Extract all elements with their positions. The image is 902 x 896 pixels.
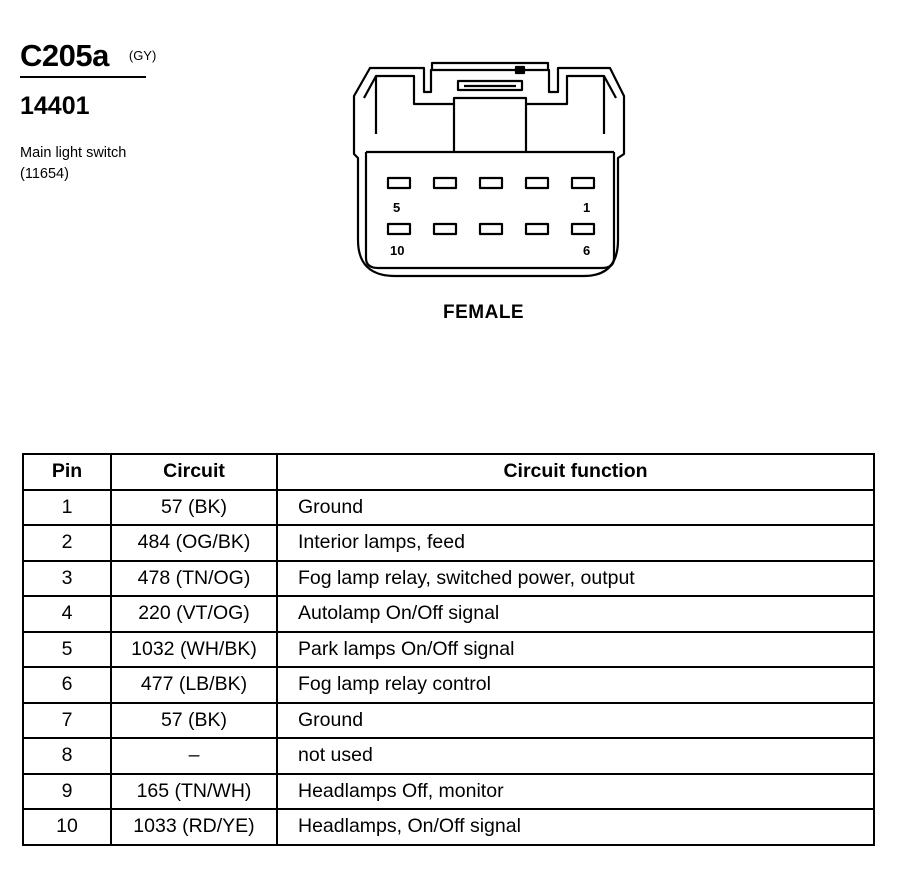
pin-cell: 2 [23, 525, 111, 561]
table-row [23, 809, 874, 845]
pin-cavity [572, 178, 594, 188]
header-pin: Pin [23, 454, 111, 490]
connector-gender: FEMALE [443, 302, 525, 323]
pin-cavity [434, 224, 456, 234]
latch-hole [516, 67, 524, 73]
circuit-cell: 57 (BK) [111, 703, 277, 739]
circuit-cell: 1033 (RD/YE) [111, 809, 277, 845]
pin-cell: 5 [23, 632, 111, 668]
table-row [23, 632, 874, 668]
table-row [23, 596, 874, 632]
connector-underline [20, 76, 146, 78]
connector-face-diagram [352, 58, 627, 288]
description-line: Main light switch [20, 145, 127, 161]
circuit-cell: 477 (LB/BK) [111, 667, 277, 703]
table-row [23, 490, 874, 526]
part-number: 14401 [20, 92, 90, 120]
pin-cavity [388, 224, 410, 234]
circuit-cell: 484 (OG/BK) [111, 525, 277, 561]
pin-cell: 7 [23, 703, 111, 739]
pin-cavity [526, 178, 548, 188]
pin-cell: 1 [23, 490, 111, 526]
table-row [23, 667, 874, 703]
table-row [23, 703, 874, 739]
latch [432, 63, 548, 90]
circuit-cell: 165 (TN/WH) [111, 774, 277, 810]
pin-cell: 8 [23, 738, 111, 774]
function-cell: Ground [277, 703, 874, 739]
pin-cell: 10 [23, 809, 111, 845]
pin-cell: 9 [23, 774, 111, 810]
description-code: (11654) [20, 166, 69, 182]
function-cell: Ground [277, 490, 874, 526]
pin-cavity [480, 224, 502, 234]
pin-label-6: 6 [583, 243, 591, 258]
function-cell: Autolamp On/Off signal [277, 596, 874, 632]
header-circuit: Circuit [111, 454, 277, 490]
pin-cell: 6 [23, 667, 111, 703]
pinout-table [22, 453, 875, 846]
function-cell: Headlamps Off, monitor [277, 774, 874, 810]
function-cell: not used [277, 738, 874, 774]
circuit-cell: 1032 (WH/BK) [111, 632, 277, 668]
pin-label-5: 5 [393, 200, 401, 215]
table-row [23, 774, 874, 810]
circuit-cell: 478 (TN/OG) [111, 561, 277, 597]
pin-cell: 3 [23, 561, 111, 597]
connector-header [20, 38, 156, 74]
connector-description [20, 143, 126, 185]
pin-cavity [480, 178, 502, 188]
circuit-cell: 220 (VT/OG) [111, 596, 277, 632]
pin-cavity [526, 224, 548, 234]
table-header-row [23, 454, 874, 490]
function-cell: Interior lamps, feed [277, 525, 874, 561]
pin-cavity [388, 178, 410, 188]
function-cell: Park lamps On/Off signal [277, 632, 874, 668]
function-cell: Headlamps, On/Off signal [277, 809, 874, 845]
table-row [23, 561, 874, 597]
circuit-cell: 57 (BK) [111, 490, 277, 526]
pin-label-1: 1 [583, 200, 591, 215]
header-function: Circuit function [277, 454, 874, 490]
pin-cavity [572, 224, 594, 234]
table-row [23, 525, 874, 561]
pin-cell: 4 [23, 596, 111, 632]
pin-cavity [434, 178, 456, 188]
function-cell: Fog lamp relay, switched power, output [277, 561, 874, 597]
connector-color: (GY) [128, 48, 157, 63]
pin-label-10: 10 [390, 243, 405, 258]
circuit-cell: – [111, 738, 277, 774]
connector-id: C205a [20, 38, 109, 73]
function-cell: Fog lamp relay control [277, 667, 874, 703]
table-row [23, 738, 874, 774]
